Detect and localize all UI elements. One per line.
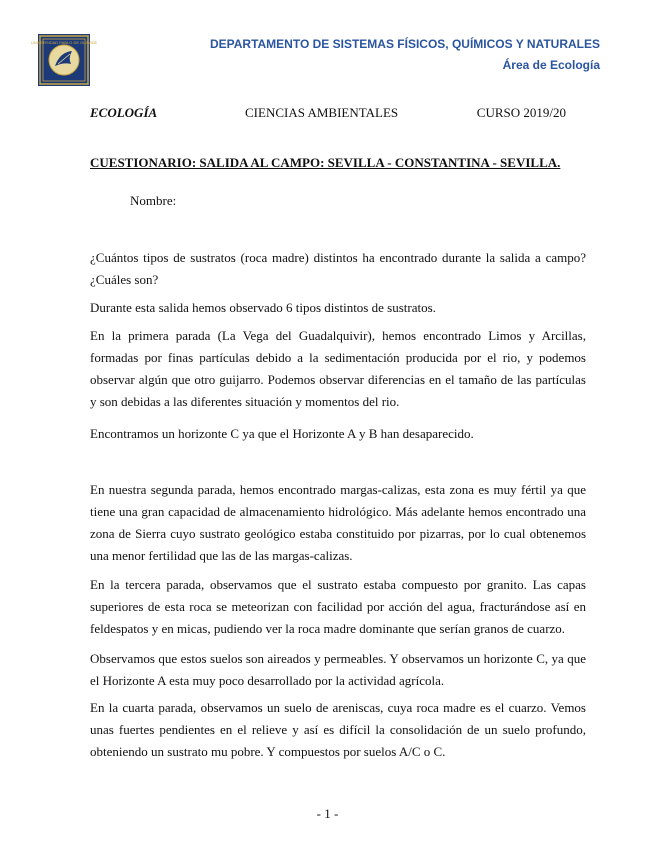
page-number: - 1 -: [316, 806, 339, 821]
area-name: Área de Ecología: [502, 58, 600, 72]
course-name: ECOLOGÍA: [90, 105, 158, 120]
answer-paragraph-4: En nuestra segunda parada, hemos encontrado margas-calizas, esta zona es muy fértil ya que tiene una gran capacidad de almacenamiento hidrológico. Más adelante hemos encontrado una zona de Sierra cuyo sustrato geológico estaba constituido por pizarras, por lo cual obtenemos una menor fertilidad que las de las margas-calizas.: [90, 482, 586, 563]
course-year: CURSO 2019/20: [476, 105, 566, 120]
name-label: Nombre:: [130, 193, 177, 208]
answer-paragraph-7: En la cuarta parada, observamos un suelo de areniscas, cuya roca madre es el cuarzo. Vemos unas fuertes pendientes en el relieve y así es difícil la consolidación de un suelo profundo, obteniendo un sustrato mu pobre. Y compuestos por suelos A/C o C.: [90, 700, 586, 759]
answer-paragraph-3: Encontramos un horizonte C ya que el Horizonte A y B han desaparecido.: [90, 426, 474, 441]
answer-paragraph-5: En la tercera parada, observamos que el sustrato estaba compuesto por granito. Las capas superiores de esta roca se meteorizan con facilidad por acción del agua, fracturándose así en feldespatos y en micas, pudiendo ver la roca madre dominante que serían granos de cuarzo.: [90, 577, 586, 636]
program-name: CIENCIAS AMBIENTALES: [245, 105, 399, 120]
university-logo: [30, 34, 98, 86]
subject-row: [90, 105, 566, 123]
question-paragraph: ¿Cuántos tipos de sustratos (roca madre) distintos ha encontrado durante la salida a campo? ¿Cuáles son?: [90, 250, 586, 287]
logo-text: UNIVERSIDAD PABLO DE OLAVIDE: [30, 40, 98, 45]
answer-paragraph-6: Observamos que estos suelos son aireados y permeables. Y observamos un horizonte C, ya que el Horizonte A esta muy poco desarrollado por la actividad agrícola.: [90, 651, 586, 688]
answer-paragraph-1: Durante esta salida hemos observado 6 tipos distintos de sustratos.: [90, 300, 436, 315]
answer-paragraph-2: En la primera parada (La Vega del Guadalquivir), hemos encontrado Limos y Arcillas, formadas por finas partículas debido a la sedimentación producida por el rio, y podemos observar algún que otro guijarro. Podemos observar diferencias en el tamaño de las partículas y son debidas a las diferentes situación y momentos del rio.: [90, 328, 586, 409]
document-title: CUESTIONARIO: SALIDA AL CAMPO: SEVILLA - CONSTANTINA - SEVILLA.: [90, 155, 561, 170]
department-name: DEPARTAMENTO DE SISTEMAS FÍSICOS, QUÍMICOS Y NATURALES: [209, 37, 600, 51]
